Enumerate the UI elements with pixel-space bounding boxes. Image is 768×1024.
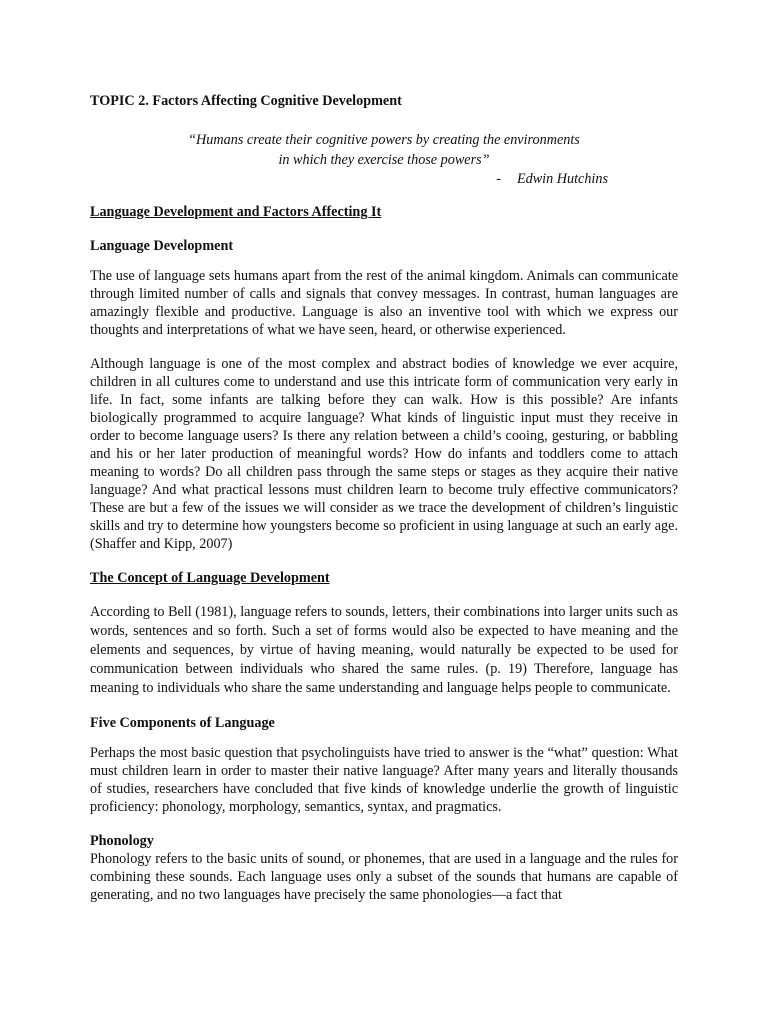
- language-development-heading: Language Development: [90, 238, 234, 254]
- components-paragraph: Perhaps the most basic question that psycholinguists have tried to answer is the “what” question: What must children learn in order to master their native language? After many years and literally thousands of studies, researchers have concluded that five kinds of knowledge underlie the growth of linguistic proficiency: phonology, morphology, semantics, syntax, and pragmatics.: [90, 745, 678, 815]
- language-development-paragraph-2: Although language is one of the most complex and abstract bodies of knowledge we ever acquire, children in all cultures come to understand and use this intricate form of communication very early in life. In fact, some infants are talking before they can walk. How is this possible? Are infants biologically programmed to acquire language? What kinds of linguistic input must they receive in order to become language users? Is there any relation between a child’s cooing, gesturing, or babbling and his or her later production of meaningful words? How do infants and toddlers come to attach meaning to words? Do all children pass through the same steps or stages as they acquire their native language? And what practical lessons must children learn to become truly effective communicators? These are but a few of the issues we will consider as we trace the development of children’s linguistic skills and try to determine how youngsters become so proficient in using language at such an early age. (Shaffer and Kipp, 2007): [90, 356, 678, 552]
- quote-attribution: [90, 170, 678, 189]
- phonology-paragraph: Phonology refers to the basic units of sound, or phonemes, that are used in a language and the rules for combining these sounds. Each language uses only a subset of the sounds that humans are capable of generating, and no two languages have precisely the same phonologies—a fact that: [90, 851, 678, 903]
- section-heading: Language Development and Factors Affecting It: [90, 204, 382, 220]
- epigraph: [90, 130, 678, 189]
- topic-title: TOPIC 2. Factors Affecting Cognitive Development: [90, 93, 402, 109]
- quote-author: Edwin Hutchins: [516, 171, 608, 187]
- components-heading: Five Components of Language: [90, 715, 275, 731]
- document-page: [90, 92, 678, 920]
- concept-heading: The Concept of Language Development: [90, 570, 330, 586]
- phonology-heading: Phonology: [90, 833, 154, 849]
- concept-paragraph: According to Bell (1981), language refers to sounds, letters, their combinations into larger units such as words, sentences and so forth. Such a set of forms would also be expected to have meaning and the elements and sequences, by virtue of having meaning, would naturally be expected to be used for communication between individuals who shared the same rules. (p. 19) Therefore, language has meaning to individuals who share the same understanding and language helps people to communicate.: [90, 604, 678, 696]
- quote-line-1: “Humans create their cognitive powers by creating the environments: [188, 132, 580, 148]
- attribution-dash: -: [496, 171, 501, 187]
- language-development-paragraph-1: The use of language sets humans apart from the rest of the animal kingdom. Animals can communicate through limited number of calls and signals that convey messages. In contrast, human languages are amazingly flexible and productive. Language is also an inventive tool with which we express our thoughts and interpretations of what we have seen, heard, or otherwise experienced.: [90, 268, 678, 338]
- quote-line-2: in which they exercise those powers”: [278, 152, 490, 168]
